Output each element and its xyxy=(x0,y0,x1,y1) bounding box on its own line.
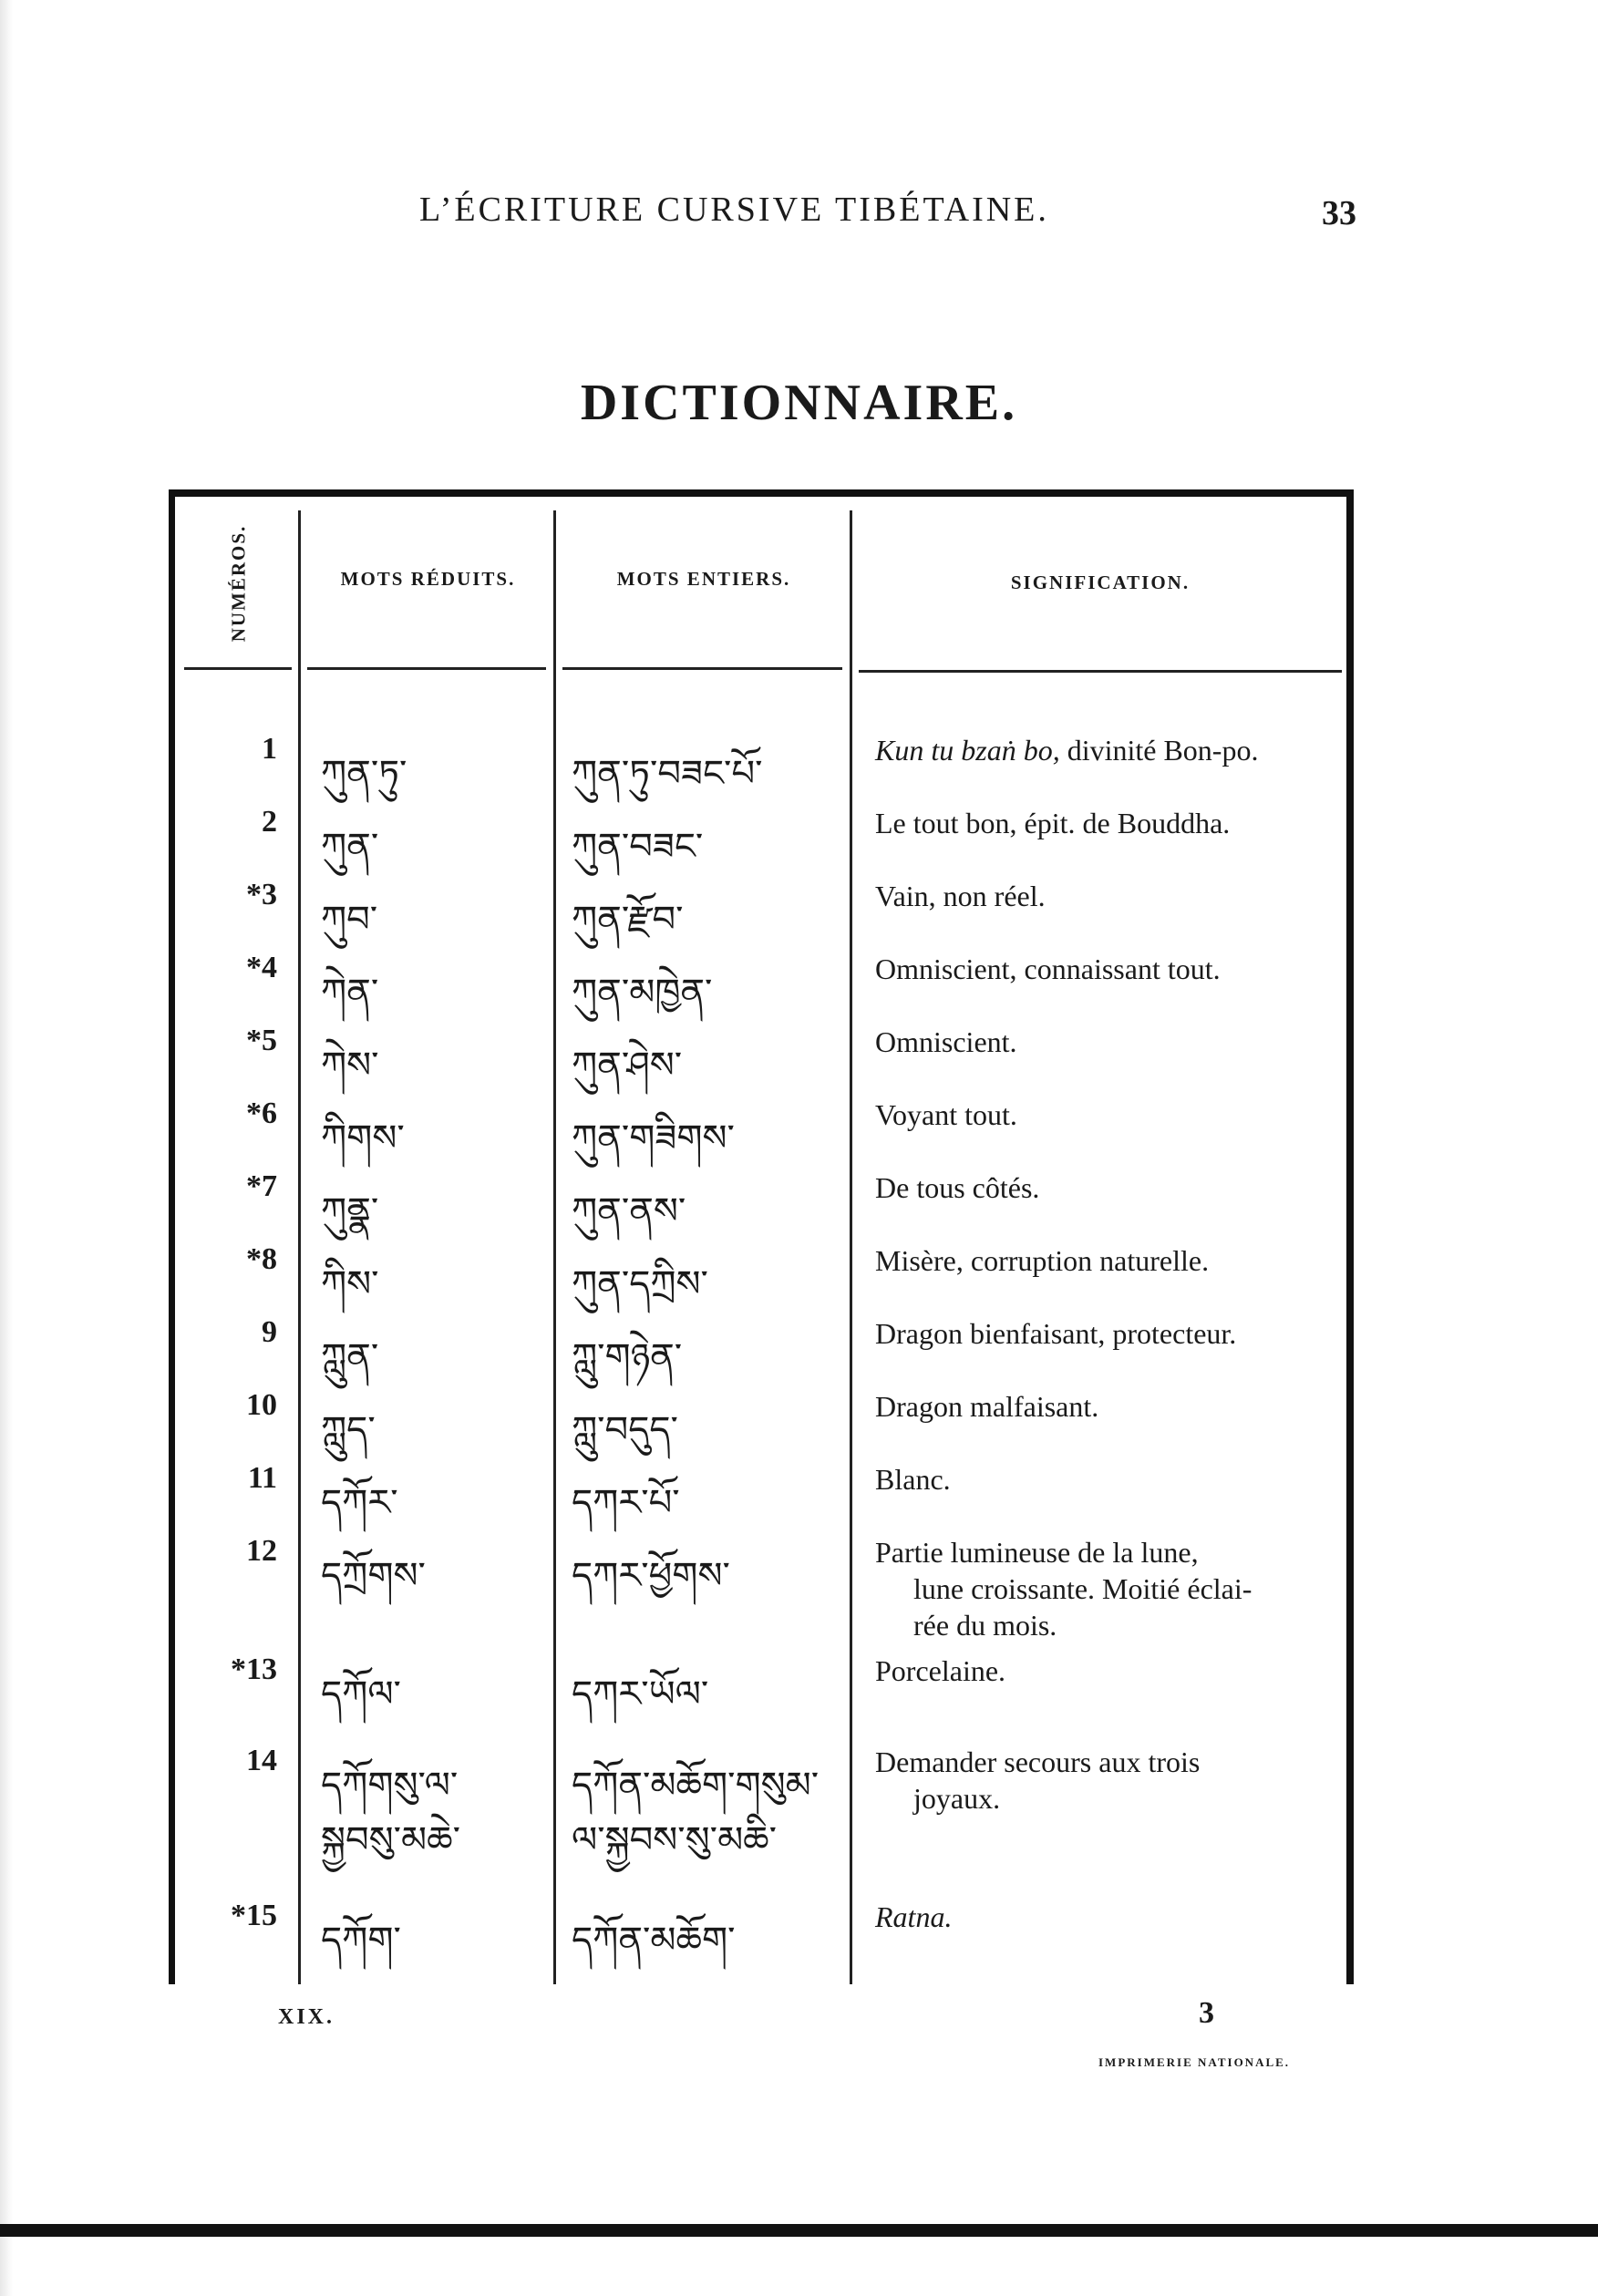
reduced-word: ཀེན་ xyxy=(321,972,379,1014)
header-numbers: NUMÉROS. xyxy=(227,524,250,643)
full-word-continued: ལ་སྐྱབས་སུ་མཆི་ xyxy=(572,1819,778,1861)
full-word: ཀུན་གཟིགས་ xyxy=(572,1117,735,1159)
reduced-word: ཀིས་ xyxy=(321,1263,379,1305)
entry-number: 11 xyxy=(247,1461,277,1495)
scan-bottom-edge xyxy=(0,2224,1598,2237)
meaning: Kun tu bzaṅ bo, divinité Bon-po. xyxy=(875,734,1259,767)
full-word: ཀུན་ནས་ xyxy=(572,1190,686,1232)
header-rule xyxy=(307,667,546,670)
entry-number: *3 xyxy=(246,878,277,911)
scan-edge-shadow xyxy=(0,0,13,2296)
entry-number: *8 xyxy=(246,1242,277,1276)
meaning: Dragon bienfaisant, protecteur. xyxy=(875,1317,1237,1350)
reduced-word: དཀོལ་ xyxy=(321,1673,401,1715)
full-word: ཀུན་ཤེས་ xyxy=(572,1045,683,1086)
meaning: Demander secours aux trois joyaux. xyxy=(875,1745,1201,1815)
printer-imprint: IMPRIMERIE NATIONALE. xyxy=(1098,2055,1291,2069)
entry-number: *15 xyxy=(231,1899,277,1932)
entry-number: 2 xyxy=(262,805,277,839)
entry-number: 9 xyxy=(262,1315,277,1349)
full-word: ཀུན་མཁྱེན་ xyxy=(572,972,713,1014)
reduced-word: དཀོག་ xyxy=(321,1920,401,1961)
full-word: དཀར་ཡོལ་ xyxy=(572,1673,709,1715)
full-word: ཀུན་བཟང་ xyxy=(572,826,704,868)
full-word: ཀུན་དཀྲིས་ xyxy=(572,1263,708,1305)
entry-number: *7 xyxy=(246,1169,277,1203)
signature-mark: XIX. xyxy=(278,2005,335,2029)
reduced-word: ཀུན་ཏུ་ xyxy=(321,753,407,795)
reduced-word: དཀོར་ xyxy=(321,1482,398,1524)
entry-number: *5 xyxy=(246,1024,277,1057)
dictionary-table xyxy=(169,489,1354,1984)
reduced-word: ཀེས་ xyxy=(321,1045,379,1086)
entry-number: 1 xyxy=(262,732,277,766)
reduced-word: ཀླུད་ xyxy=(321,1409,376,1451)
header-rule xyxy=(859,670,1342,673)
reduced-word: ཀིགས་ xyxy=(321,1117,405,1159)
header-full-words: MOTS ENTIERS. xyxy=(616,568,791,590)
full-word: དཀོན་མཆོག་ xyxy=(572,1920,736,1961)
meaning: Omniscient. xyxy=(875,1025,1017,1058)
full-word: ཀུན་རྫོབ་ xyxy=(572,899,684,941)
page-number: 33 xyxy=(1322,194,1356,232)
meaning: Vain, non réel. xyxy=(875,880,1046,912)
entry-number: 10 xyxy=(246,1388,277,1422)
meaning: Voyant tout. xyxy=(875,1098,1017,1131)
full-word: ཀླུ་གཉེན་ xyxy=(572,1336,683,1378)
meaning: Blanc. xyxy=(875,1463,951,1496)
column-divider xyxy=(553,510,556,1984)
reduced-word: ཀུབ་ xyxy=(321,899,378,941)
meaning: Dragon malfaisant. xyxy=(875,1390,1099,1423)
header-reduced-words: MOTS RÉDUITS. xyxy=(340,568,516,590)
header-rule xyxy=(184,667,292,670)
entry-number: *13 xyxy=(231,1653,277,1686)
meaning: De tous côtés. xyxy=(875,1171,1040,1204)
reduced-word: ཀུནྣ་ xyxy=(321,1190,379,1232)
full-word: དཀར་ཕྱོགས་ xyxy=(572,1555,730,1597)
running-title: L’ÉCRITURE CURSIVE TIBÉTAINE. xyxy=(419,190,1049,229)
reduced-word: ཀུན་ xyxy=(321,826,379,868)
column-divider xyxy=(298,510,301,1984)
meaning: Omniscient, connaissant tout. xyxy=(875,952,1221,985)
reduced-word: ཀླུན་ xyxy=(321,1336,379,1378)
running-head xyxy=(0,190,1598,244)
reduced-word-continued: སྐྱབསུ་མཆེ་ xyxy=(321,1819,460,1861)
entry-number: *6 xyxy=(246,1097,277,1130)
full-word: ཀླུ་བདུད་ xyxy=(572,1409,678,1451)
reduced-word: དཀོགསུ་ལ་ xyxy=(321,1765,459,1807)
header-rule xyxy=(562,667,842,670)
meaning: Ratna. xyxy=(875,1900,953,1933)
column-divider xyxy=(850,510,852,1984)
entry-number: *4 xyxy=(246,951,277,984)
meaning: Porcelaine. xyxy=(875,1654,1006,1687)
sheet-number: 3 xyxy=(1199,1996,1214,2030)
full-word: ཀུན་ཏུ་བཟང་པོ་ xyxy=(572,753,763,795)
meaning: Partie lumineuse de la lune, lune croissante. Moitié éclai- rée du mois. xyxy=(875,1536,1253,1642)
full-word: དཀོན་མཆོག་གསུམ་ xyxy=(572,1765,820,1807)
meaning: Le tout bon, épit. de Bouddha. xyxy=(875,807,1231,839)
page-title: DICTIONNAIRE. xyxy=(580,375,1018,431)
entry-number: 12 xyxy=(246,1534,277,1568)
entry-number: 14 xyxy=(246,1744,277,1777)
reduced-word: དཀྲོགས་ xyxy=(321,1555,426,1597)
meaning: Misère, corruption naturelle. xyxy=(875,1244,1210,1277)
header-meaning: SIGNIFICATION. xyxy=(1010,571,1191,593)
full-word: དཀར་པོ་ xyxy=(572,1482,680,1524)
